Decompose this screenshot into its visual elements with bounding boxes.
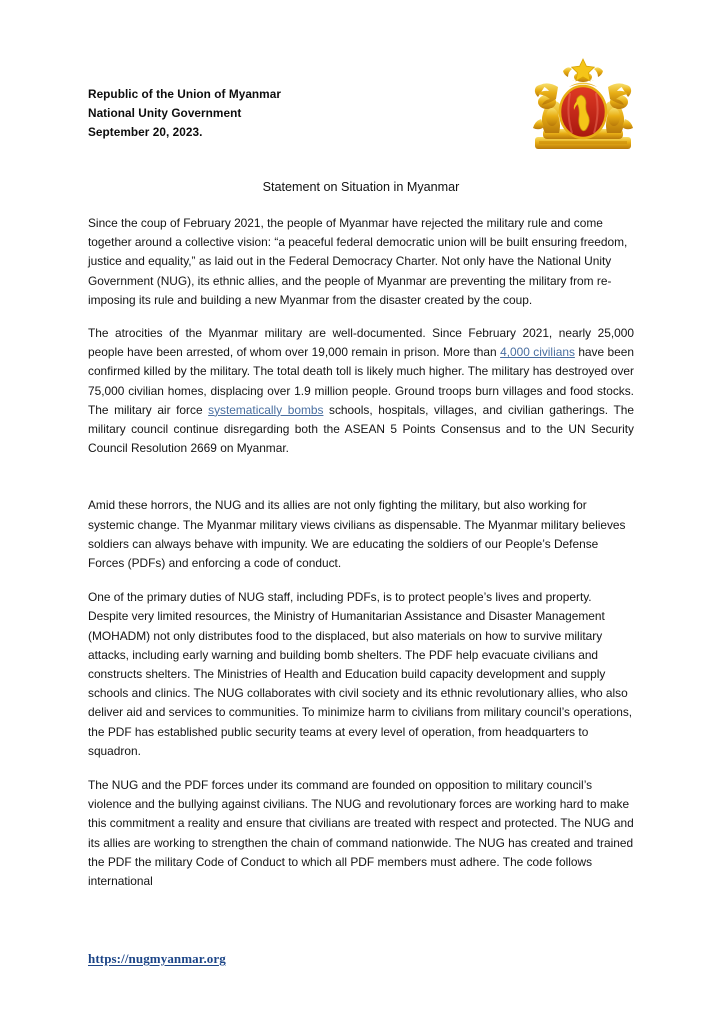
paragraph-4 [88, 588, 634, 761]
letterhead [88, 85, 508, 143]
myanmar-state-seal-icon [525, 57, 641, 155]
paragraph-3 [88, 496, 634, 573]
paragraph-5 [88, 776, 634, 891]
link-4000-civilians[interactable]: 4,000 civilians [500, 345, 575, 360]
paragraph-4-text: One of the primary duties of NUG staff, including PDFs, is to protect people’s lives and property. Despite very limited resources, the Ministry of Humanitarian Assistance and Disaster Management (MOHADM) not only distributes food to the displaced, but also materials on how to survive military attacks, including early warning and building bomb shelters. The PDF help evacuate civilians and constructs shelters. The Ministries of Health and Education build capacity development and supply schools and clinics. The NUG collaborates with civil society and its ethnic revolutionary allies, who also deliver aid and services to communities. To minimize harm to civilians from military council’s operations, the PDF has established public security teams at every level of operation, from headquarters to squadron. [88, 590, 633, 758]
document-body [88, 214, 634, 906]
paragraph-2-text-a: The atrocities of the Myanmar military are well-documented. Since February 2021, nearly 25,000 people have been arrested, of whom over 19,000 remain in prison. More than [88, 326, 634, 360]
letterhead-line-government: National Unity Government [88, 106, 242, 121]
paragraph-1-text: Since the coup of February 2021, the people of Myanmar have rejected the military rule and come together around a collective vision: “a peaceful federal democratic union will be built ensuring freedom, justice and equality,” as laid out in the Federal Democracy Charter. Not only have the National Unity Government (NUG), its ethnic allies, and the people of Myanmar are preventing the military from re-imposing its rule and building a new Myanmar from the disaster created by the coup. [88, 216, 628, 307]
website-link[interactable]: https://nugmyanmar.org [88, 951, 226, 966]
letterhead-line-country: Republic of the Union of Myanmar [88, 87, 281, 101]
paragraph-5-text: The NUG and the PDF forces under its command are founded on opposition to military council’s violence and the bullying against civilians. The NUG and revolutionary forces are working hard to make this commitment a reality and ensure that civilians are treated with respect and protected. The NUG and its allies are working to strengthen the chain of command nationwide. The NUG has created and trained the PDF the military Code of Conduct to which all PDF members must adhere. The code follows international [88, 778, 634, 889]
letterhead-line-date: September 20, 2023. [88, 125, 203, 140]
paragraph-2-text-c: schools, hospitals, villages, and civilian gatherings. The military council continue disregarding both the ASEAN 5 Points Consensus and to the UN Security Council Resolution 2669 on Myanmar. [88, 402, 634, 456]
paragraph-1 [88, 214, 634, 310]
page-title: Statement on Situation in Myanmar [262, 180, 460, 194]
paragraph-3-text: Amid these horrors, the NUG and its allies are not only fighting the military, but also working for systemic change. The Myanmar military views civilians as dispensable. The Myanmar military believes soldiers can always behave with impunity. We are educating the soldiers of our People’s Defense Forces (PDFs) and enforcing a code of conduct. [88, 498, 626, 571]
footer [88, 950, 226, 968]
link-systematically-bombs[interactable]: systematically bombs [208, 402, 324, 417]
paragraph-2 [88, 324, 634, 458]
paragraph-2-text-b: have been confirmed killed by the military. The total death toll is likely much higher. The military has destroyed over 75,000 civilian homes, displacing over 1.9 million people. Ground troops burn villages and food stocks. The military air force [88, 345, 634, 417]
